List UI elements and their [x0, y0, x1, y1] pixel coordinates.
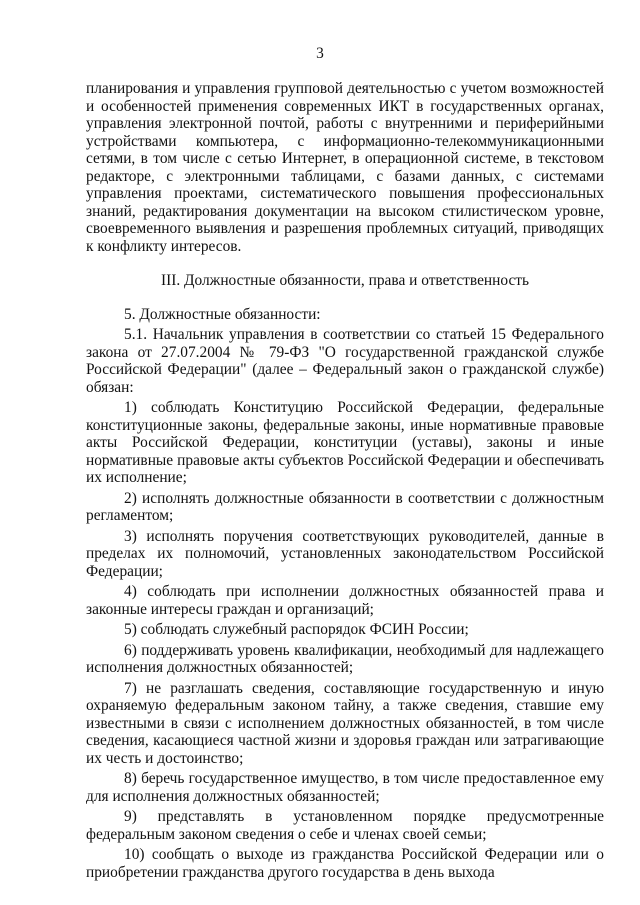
duty-item-8: 8) беречь государственное имущество, в том числе предоставленное ему для исполнения должностных обязанностей; [86, 770, 604, 805]
duty-item-4: 4) соблюдать при исполнении должностных обязанностей права и законные интересы граждан и организаций; [86, 583, 604, 618]
section-heading: III. Должностные обязанности, права и ответственность [160, 272, 530, 289]
duty-item-6: 6) поддерживать уровень квалификации, необходимый для надлежащего исполнения должностных обязанностей; [86, 641, 604, 676]
duty-item-5: 5) соблюдать служебный распорядок ФСИН России; [124, 621, 469, 638]
duty-item-2: 2) исполнять должностные обязанности в соответствии с должностным регламентом; [86, 489, 604, 524]
duty-item-7: 7) не разглашать сведения, составляющие государственную и иную охраняемую федеральным законом тайну, а также сведения, ставшие ему известными в связи с исполнением должностных обязанностей, в том числе сведения, касающиеся частной жизни и здоровья граждан или затрагивающие их честь и достоинство; [86, 679, 604, 767]
duty-item-3: 3) исполнять поручения соответствующих руководителей, данные в пределах их полномочий, установленных законодательством Российской Федерации; [86, 527, 604, 580]
paragraph-duties-intro: 5.1. Начальник управления в соответствии со статьей 15 Федерального закона от 27.07.2004 № 79-ФЗ "О государственной гражданской службе Российской Федерации" (далее – Федеральный закон о гражданской службе) обязан: [86, 326, 604, 396]
document-body [86, 80, 604, 881]
duty-item-1: 1) соблюдать Конституцию Российской Федерации, федеральные конституционные законы, федеральные законы, иные нормативные правовые акты Российской Федерации, конституции (уставы), законы и иные нормативные правовые акты субъектов Российской Федерации и обеспечивать их исполнение; [86, 399, 604, 486]
paragraph-continuation: планирования и управления групповой деятельностью с учетом возможностей и особенностей применения современных ИКТ в государственных органах, управления электронной почтой, работы с внутренними и периферийными устройствами компьютера, с информационно-телекоммуникационными сетями, в том числе с сетью Интернет, в операционной системе, в текстовом редакторе, с электронными таблицами, с базами данных, с системами управления проектами, систематического повышения профессиональных знаний, редактирования документации на высоком стилистическом уровне, своевременного выявления и разрешения проблемных ситуаций, приводящих к конфликту интересов. [86, 80, 604, 255]
page-number: 3 [316, 45, 324, 62]
duty-item-10: 10) сообщать о выходе из гражданства Российской Федерации или о приобретении гражданства другого государства в день выхода [86, 846, 604, 881]
paragraph-duties-title: 5. Должностные обязанности: [124, 305, 321, 323]
duty-item-9: 9) представлять в установленном порядке предусмотренные федеральным законом сведения о себе и членах своей семьи; [86, 808, 604, 843]
